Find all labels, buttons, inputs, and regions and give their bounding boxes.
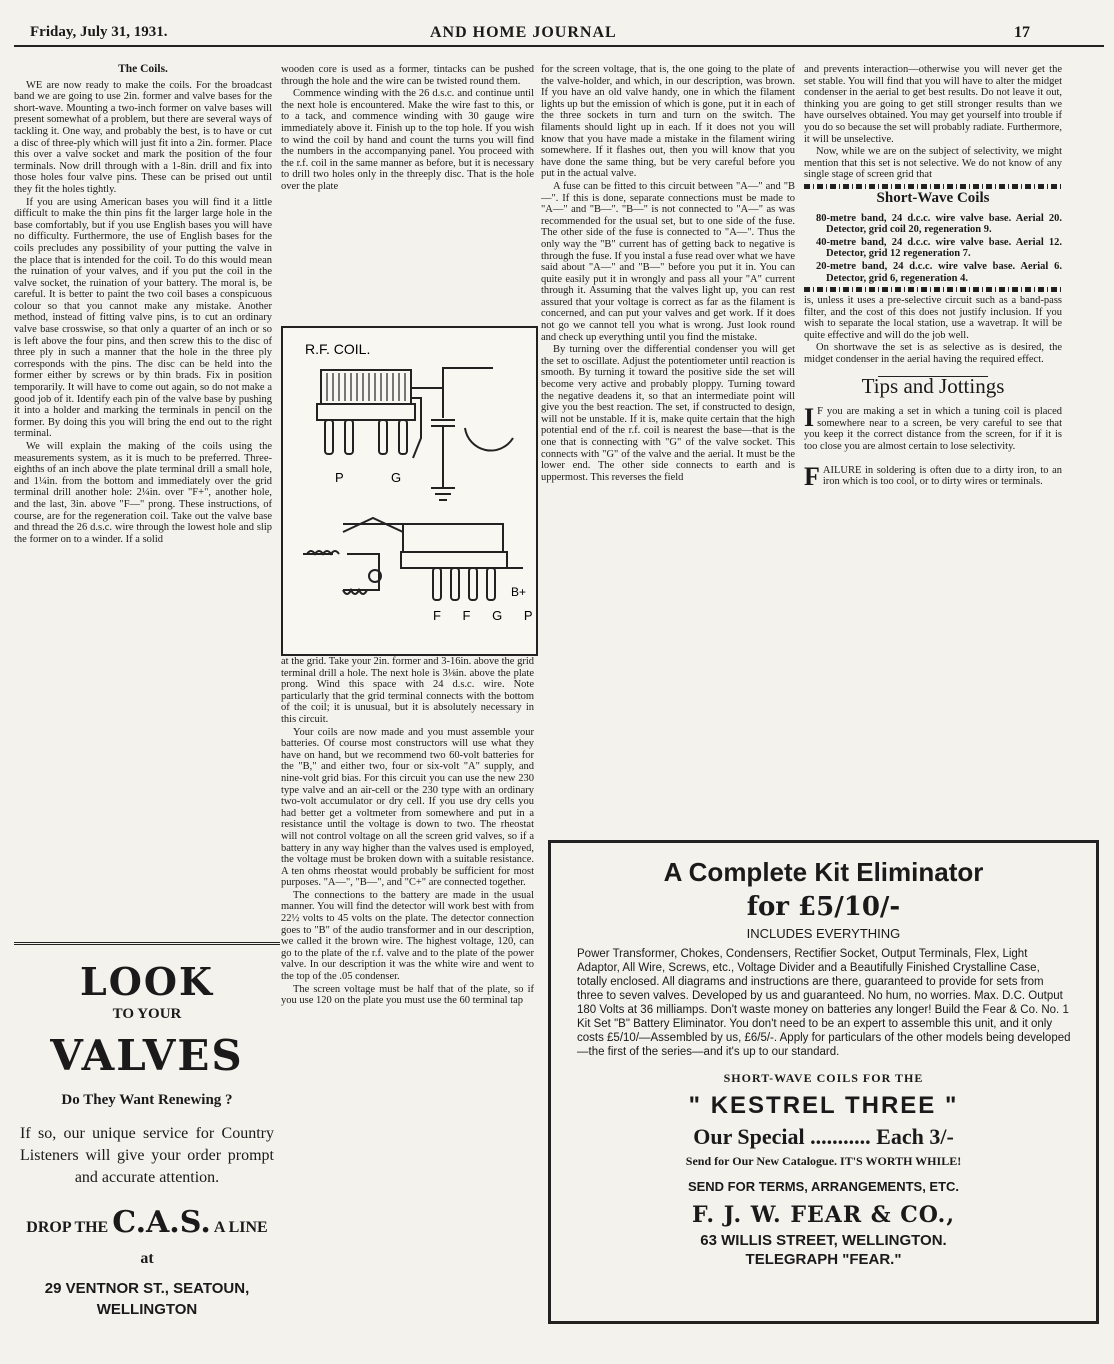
terms-line: SEND FOR TERMS, ARRANGEMENTS, ETC.: [687, 1179, 960, 1194]
advert-price: for £5/10/-: [746, 892, 901, 922]
pin-labels-pg: P G: [335, 470, 424, 485]
includes-text: INCLUDES EVERYTHING: [746, 926, 901, 941]
valve-base: [317, 404, 415, 420]
valves-advert: [14, 942, 280, 1325]
to-your-text: TO YOUR: [112, 1006, 182, 1022]
tip-2: [804, 461, 1062, 491]
ornamental-rule: [804, 184, 1062, 189]
tip-text: AILURE in soldering is often due to a dirty iron, to an iron which is too cool, or to dirty wires or terminals.: [822, 464, 1062, 488]
kit-eliminator-advert: [548, 840, 1099, 1324]
col3-paragraph: A fuse can be fitted to this circuit between "A—" and "B—". If this is done, separate connections must be made to "A—" and "B—". "B—" is not connected to "A—" as was recommended for the usual set, but to one side of the fuse. The other side of the fuse is connected to "A—". Thus the only way the "B" current has of getting back to negative is through the fuse. If you instal a fuse read over what we have said about "A—" and "B—" before you put it in. You can quite easily put it in wrongly and pass all your "A" current through it. Assuming that the valves light up, you can rest assured that your voltage is correct as far as the filament is concerned, and can put your valves and get work. If it does not go we cannot tell you what is wrong. Just look round and check up everything until you find the mistake.: [541, 180, 795, 343]
dropcap: F: [804, 461, 820, 491]
advert-body: Power Transformer, Chokes, Condensers, Rectifier Socket, Output Terminals, Flex, Light Adaptor, All Wire, Screws, etc., Voltage Divider and a Beautifully Finished Crystalline Case, totally enclosed. All diagrams and instructions are there, guaranteed to provide for sets from three to seven valves. Developed by us and guaranteed. No hum, no worries. Max. D.C. Output 180 Volts at 36 milliamps. Don't waste money on batteries any longer! Build the Fear & Co. No. 1 Kit Set "B" Battery Eliminator. You don't need to be an expert to assemble this unit, and it only costs £5/10/—Assembled by us, £6/5/-. Apply for particulars of the other models being developed—the first of the series—and it's up to our standard.: [577, 948, 1071, 1058]
diagram-label: R.F. COIL.: [305, 341, 371, 357]
advert-title: A Complete Kit Eliminator: [663, 857, 984, 887]
company-name: F. J. W. FEAR & CO.,: [692, 1202, 955, 1228]
dropcap: I: [804, 403, 815, 433]
header-rule: [14, 45, 1104, 47]
catalogue-line: Send for Our New Catalogue. IT'S WORTH WHILE!: [685, 1154, 962, 1168]
col2-paragraph: wooden core is used as a former, tintacks can be pushed through the hole and the wire can be twisted round them.: [281, 64, 534, 87]
page-number: 17: [1014, 24, 1030, 41]
column-3: [541, 64, 795, 834]
valves-heading: VALVES: [50, 1031, 244, 1080]
cas-logo-text: C.A.S.: [112, 1205, 211, 1240]
coil-spec-item: 80-metre band, 24 d.c.c. wire valve base. Aerial 20. Detector, grid coil 20, regeneration 9.: [816, 212, 1062, 236]
short-wave-coils-list: [804, 213, 1062, 285]
tip-text: F you are making a set in which a tuning coil is placed somewhere near to a screen, be very careful to see that you keep it the correct distance from the screen, for if it is too close you are almost certain to lose selectivity.: [804, 406, 1062, 453]
col2-paragraph: at the grid. Take your 2in. former and 3-16in. above the grid terminal drill a hole. The next hole is 3⅛in. above the plate prong. Wind this space with 24 d.s.c. wire. Note particularly that the grid terminal connects with the bottom of the coil; it is unusual, but it is absolutely necessary in this circuit.: [281, 656, 534, 725]
renew-question: Do They Want Renewing ?: [61, 1092, 233, 1108]
col4-paragraph: Now, while we are on the subject of selectivity, we might mention that this set is not selective. We do not know of any single stage of screen grid that: [804, 146, 1062, 181]
column-2-bottom: [281, 656, 534, 1320]
drop-the-text: DROP THE: [26, 1219, 109, 1236]
ornamental-rule: [804, 287, 1062, 292]
col3-paragraph: By turning over the differential condenser you will get the set to oscillate. Adjust the potentiometer until reaction is smooth. By turning it toward the positive side the set will become very active and probably ploppy. Turning toward the negative deadens it, so that an intermediate point will give you the best reaction. The set, if constructed to design, will not be unstable. If it is, make quite certain that the high potential end of the r.f. coil is nearest the base—that is the one that is connecting with "G" of the valve socket. This connects with "G" of the valve and the aerial. It must be the lower end. The other side connects to earth and is uppermost. This reverses the field: [541, 344, 795, 483]
company-telegraph: TELEGRAPH "FEAR.": [745, 1251, 902, 1268]
valve-pins: [325, 420, 407, 454]
col2-paragraph: Commence winding with the 26 d.s.c. and continue until the next hole is encountered. Make the wire fast to this, or to a tack, and commence winding with 30 gauge wire immediately above it. Finish up to the top hole. If you wish to wind the coil by hand and count the turns you will find the numbers in the accompanying panel. You proceed with the r.f. coil in the same manner as before, but it is necessary to drill two holes only in the threeply disc. That is the hole over the plate: [281, 88, 534, 192]
address-line-1: 29 VENTNOR ST., SEATOUN,: [44, 1280, 250, 1297]
company-street: 63 WILLIS STREET, WELLINGTON.: [700, 1232, 947, 1249]
a-line-text: A LINE: [213, 1219, 268, 1236]
bplus-label: B+: [511, 585, 527, 599]
tips-title: Tips and Jottings: [861, 373, 1005, 398]
rf-coil-diagram: [281, 326, 538, 656]
col3-paragraph: for the screen voltage, that is, the one going to the plate of the valve-holder, and which, in our description, was brown. If you have an old valve handy, one in which the filament lights up but the emission of which is gone, put it in each of the three sockets in turn and turn on the switch. The filaments should light up in each. If it does not you will know that you have made a mistake in the filament wiring somewhere. If it flashes out, then you will know that you have done the same thing, but be very careful before you put in the actual valve.: [541, 64, 795, 180]
col1-paragraph: We will explain the making of the coils using the measurements system, as it is much to be preferred. Three-eighths of an inch above the plate terminal drill a small hole, and 1¼in. from the bottom and immediately over the grid terminal drill another hole: 2¼in. over "F+", another hole, and the last, 3in. above "F—" prong. These instructions, of course, are for the regeneration coil. Take out the valve base and thread the 26 d.s.c. wire through the lowest hole and slip the former on to a winder. If a solid: [14, 441, 272, 545]
column-4: [804, 64, 1062, 834]
publication-title: AND HOME JOURNAL: [430, 24, 617, 41]
tip-1: [804, 403, 1062, 453]
short-wave-coils-title: Short-Wave Coils: [876, 189, 990, 206]
col2-paragraph: Your coils are now made and you must assemble your batteries. Of course most constructors will use what they have on hand, but we recommend two 60-volt batteries for the "B," and either two, four or six-volt "A" supply, and nine-volt grid bias. For this circuit you can use the new 230 type valve and an air-cell or the 230 type with an ordinary two-volt accumulator or dry cell. If you use dry cells you had better get a voltmeter from somewhere and put in a resistance until the voltage is down to two. The rheostat will not control voltage on all the screen grid valves, so if a battery in any way higher than the valves used is employed, the voltage must be broken down with a suitable resistance. A ten ohms rheostat would probably be sufficient for most purposes. "A—", "B—", and "C+" are connected together.: [281, 726, 534, 889]
drop-line: [14, 1205, 280, 1240]
address-line-2: WELLINGTON: [96, 1301, 198, 1318]
coil-spec-item: 20-metre band, 24 d.c.c. wire valve base. Aerial 6. Detector, grid 6, regeneration 4.: [816, 260, 1062, 284]
circuit-schematic: [283, 328, 536, 654]
col4-paragraph: and prevents interaction—otherwise you will never get the set stable. You will find that you will have to alter the midget condenser in the aerial to get best results. Do not leave it out, thinking you are going to get still stronger results than we have ourselves obtained. You may get yourself into trouble if you do so because the set will probably radiate. Furthermore, it will be unselective.: [804, 64, 1062, 145]
service-text: If so, our unique service for Country Listeners will give your order prompt and accurate attention.: [20, 1125, 274, 1186]
at-text: at: [140, 1250, 154, 1267]
coil-windings: [327, 373, 405, 401]
col2-paragraph: The connections to the battery are made in the usual manner. You will find the detector will work best with from 22½ volts to 45 volts on the plate. The detector connection goes to "B" of the audio transformer and in our description, we called it the brown wire. The highest voltage, 120, can go to the plate of the r.f. valve and to the plate of the power valve. In our description it was the white wire and went to the top of the .05 condenser.: [281, 889, 534, 983]
coil-former: [321, 370, 411, 404]
column-2-top: [281, 64, 534, 320]
col4-paragraph: is, unless it uses a pre-selective circuit such as a band-pass filter, and the cost of this does not justify inclusion. If you wish to separate the local station, use a wavetrap. It will be quite effective and will do the job well.: [804, 295, 1062, 341]
col4-paragraph: On shortwave the set is as selective as is desired, the midget condenser in the aerial having the required effect.: [804, 342, 1062, 366]
coils-heading: The Coils.: [118, 63, 168, 75]
pin-labels-ffgp: F F G P: [433, 608, 536, 623]
look-heading: LOOK: [80, 959, 214, 1004]
special-offer: Our Special ........... Each 3/-: [693, 1124, 954, 1149]
col1-paragraph: If you are using American bases you will find it a little difficult to make the thin pins fit the larger large hole in the base comfortably, but if you use English bases you will have no difficulty. Furthermore, the use of English bases for the coils precludes any possibility of your putting the valve in the place that is intended for the coil. To do this would mean the ruination of your valves, and if you put the coil in the valve socket, the ruination of your battery. The moral is, be careful. It is better to paint the two coil bases a conspicuous colour so that you cannot make any mistake. Another method, instead of fitting valve pins, is to cut an ordinary valve base crosswise, so that only a quarter of an inch or so is left above the four pins, and then screw this to the disc of three ply in such a manner that the hole in the three ply corresponds with the pins. The disc can be held into the former either by screws or by thin brads. Fix in position temporarily. It will have to come out again, so do not make a good job of it. Identify each pin of the valve base by pushing it into a holder and marking the terminals in pencil on the former. By doing this you will bring the end out to the right terminal.: [14, 196, 272, 440]
lower-coil: [303, 518, 523, 600]
column-1: [14, 62, 272, 936]
col1-paragraph: WE are now ready to make the coils. For the broadcast band we are going to use 2in. former and valve bases for the short-wave. Mounting a two-inch former on valve bases will present somewhat of a problem, but there are several ways of tackling it. One way, and probably the best, is to have or cut a disc of three-ply which will just fit into a 2in. former. Place this over a valve socket and mark the position of the four terminals. Now drill through with a 1-8in. drill and fix into those holes four valve pins. These can be prised out until they fit the holes tightly.: [14, 79, 272, 195]
issue-date: Friday, July 31, 1931.: [30, 24, 168, 40]
sw-coils-line: SHORT-WAVE COILS FOR THE: [723, 1071, 924, 1085]
col2-paragraph: The screen voltage must be half that of the plate, so if you use 120 on the plate you must use the 60 terminal tap: [281, 983, 534, 1007]
kestrel-three: " KESTREL THREE ": [688, 1092, 959, 1119]
upper-wiring: [411, 368, 513, 500]
coil-spec-item: 40-metre band, 24 d.c.c. wire valve base. Aerial 12. Detector, grid 12 regeneration 7.: [816, 236, 1062, 260]
